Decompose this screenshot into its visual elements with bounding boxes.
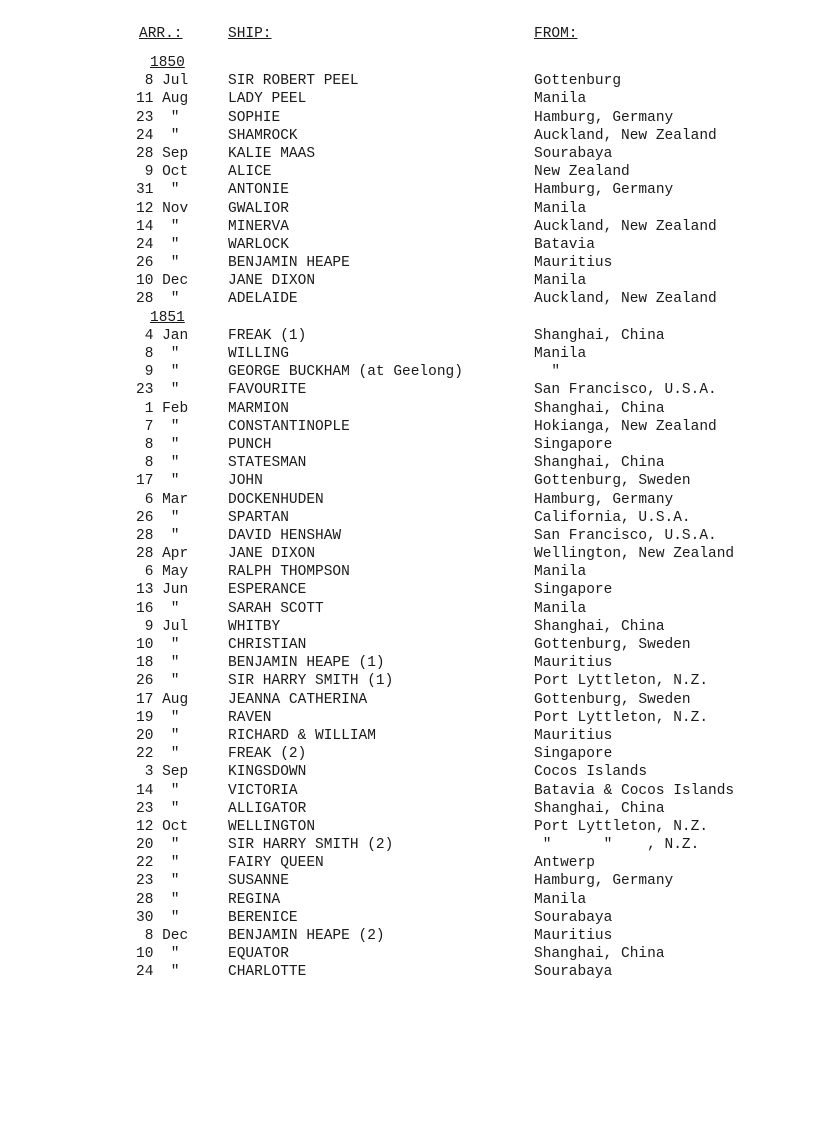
ship-name: BENJAMIN HEAPE (2) <box>228 928 385 944</box>
arrival-date: 9 Oct <box>136 164 189 181</box>
ship-name: CHARLOTTE <box>228 964 307 981</box>
ship-name: WELLINGTON <box>228 818 316 835</box>
arrival-row <box>0 90 816 108</box>
origin-port: Singapore <box>534 746 613 763</box>
ship-name: RICHARD & WILLIAM <box>228 727 376 744</box>
origin-port: Hamburg, Germany <box>534 182 674 199</box>
arrival-date: 12 Nov <box>136 200 189 217</box>
arrival-row <box>0 854 816 872</box>
arrival-date: 20 " <box>136 727 180 744</box>
arrivals-list <box>0 54 816 982</box>
origin-port: Antwerp <box>534 855 595 872</box>
arrival-date: 9 " <box>136 364 180 381</box>
arrival-row <box>0 945 816 963</box>
origin-port: Shanghai, China <box>534 327 665 344</box>
origin-port: Gottenburg, Sweden <box>534 691 691 708</box>
arrival-date: 11 Aug <box>136 91 189 108</box>
arrival-row <box>0 345 816 363</box>
arrival-date: 13 Jun <box>136 582 189 599</box>
arrival-date: 14 " <box>136 218 180 235</box>
ship-name: CONSTANTINOPLE <box>228 418 350 435</box>
arrival-date: 24 " <box>136 236 180 253</box>
origin-port: Auckland, New Zealand <box>534 291 717 308</box>
ship-name: WHITBY <box>228 618 281 635</box>
arrival-row <box>0 618 816 636</box>
arrival-row <box>0 818 816 836</box>
ship-name: SARAH SCOTT <box>228 600 324 617</box>
arrival-date: 26 " <box>136 673 180 690</box>
arrival-row <box>0 672 816 690</box>
arrival-row <box>0 472 816 490</box>
arrival-date: 8 " <box>136 455 180 472</box>
ship-name: VICTORIA <box>228 782 298 799</box>
arrival-row <box>0 145 816 163</box>
origin-port: Sourabaya <box>534 145 613 162</box>
origin-port: Batavia <box>534 236 595 253</box>
origin-port: Mauritius <box>534 928 613 944</box>
arrival-date: 17 Aug <box>136 691 189 708</box>
origin-port: Shanghai, China <box>534 800 665 817</box>
origin-port: Hamburg, Germany <box>534 109 674 126</box>
arrival-row <box>0 909 816 927</box>
arrival-row <box>0 272 816 290</box>
ship-name: GEORGE BUCKHAM (at Geelong) <box>228 364 463 381</box>
header-arr: ARR.: <box>139 26 183 42</box>
ship-name: ALLIGATOR <box>228 800 307 817</box>
arrival-date: 31 " <box>136 182 180 199</box>
arrival-row <box>0 800 816 818</box>
header-from: FROM: <box>534 26 578 42</box>
arrival-row <box>0 782 816 800</box>
arrival-row <box>0 745 816 763</box>
ship-name: REGINA <box>228 891 281 908</box>
ship-name: LADY PEEL <box>228 91 307 108</box>
arrival-row <box>0 127 816 145</box>
arrival-row <box>0 327 816 345</box>
arrival-date: 14 " <box>136 782 180 799</box>
arrival-row <box>0 436 816 454</box>
origin-port: New Zealand <box>534 164 630 181</box>
arrival-row <box>0 636 816 654</box>
arrival-date: 6 Mar <box>136 491 189 508</box>
arrival-row <box>0 290 816 308</box>
ship-name: WILLING <box>228 346 289 362</box>
arrival-date: 1 Feb <box>136 400 189 417</box>
origin-port: Gottenburg, Sweden <box>534 473 691 490</box>
origin-port: Hokianga, New Zealand <box>534 418 717 435</box>
ship-name: SHAMROCK <box>228 127 298 144</box>
origin-port: Singapore <box>534 436 613 453</box>
arrival-date: 4 Jan <box>136 327 189 344</box>
origin-port: Singapore <box>534 582 613 599</box>
ship-name: JANE DIXON <box>228 546 316 563</box>
ship-name: FAVOURITE <box>228 382 307 399</box>
year-heading-row <box>0 309 816 327</box>
origin-port: " " , N.Z. <box>534 837 700 854</box>
ship-name: ADELAIDE <box>228 291 298 308</box>
arrival-date: 28 " <box>136 891 180 908</box>
arrival-date: 23 " <box>136 382 180 399</box>
arrival-date: 8 Jul <box>136 73 189 90</box>
origin-port: Manila <box>534 91 587 108</box>
arrival-date: 19 " <box>136 709 180 726</box>
arrival-date: 23 " <box>136 109 180 126</box>
arrival-date: 22 " <box>136 746 180 763</box>
ship-name: SUSANNE <box>228 873 289 890</box>
arrival-date: 22 " <box>136 855 180 872</box>
arrival-row <box>0 836 816 854</box>
arrival-date: 16 " <box>136 600 180 617</box>
origin-port: Wellington, New Zealand <box>534 546 735 563</box>
year-heading-row <box>0 54 816 72</box>
arrival-date: 8 Dec <box>136 928 189 944</box>
arrival-row <box>0 891 816 909</box>
arrival-date: 9 Jul <box>136 618 189 635</box>
arrival-date: 3 Sep <box>136 764 189 781</box>
arrival-date: 28 " <box>136 291 180 308</box>
origin-port: Port Lyttleton, N.Z. <box>534 673 709 690</box>
origin-port: San Francisco, U.S.A. <box>534 527 717 544</box>
origin-port: Shanghai, China <box>534 618 665 635</box>
origin-port: Manila <box>534 564 587 581</box>
ship-name: SOPHIE <box>228 109 281 126</box>
arrival-row <box>0 381 816 399</box>
arrival-date: 18 " <box>136 655 180 672</box>
arrival-row <box>0 454 816 472</box>
table-header <box>0 26 816 46</box>
arrival-row <box>0 109 816 127</box>
ship-name: DOCKENHUDEN <box>228 491 324 508</box>
origin-port: Batavia & Cocos Islands <box>534 782 735 799</box>
ship-name: STATESMAN <box>228 455 307 472</box>
arrival-row <box>0 509 816 527</box>
arrival-row <box>0 200 816 218</box>
origin-port: Auckland, New Zealand <box>534 218 717 235</box>
origin-port: San Francisco, U.S.A. <box>534 382 717 399</box>
arrival-row <box>0 545 816 563</box>
origin-port: California, U.S.A. <box>534 509 691 526</box>
ship-name: ALICE <box>228 164 272 181</box>
arrival-date: 24 " <box>136 964 180 981</box>
year-heading: 1850 <box>150 55 185 71</box>
ship-name: KALIE MAAS <box>228 145 316 162</box>
origin-port: Mauritius <box>534 655 613 672</box>
origin-port: Sourabaya <box>534 964 613 981</box>
ship-name: SIR HARRY SMITH (2) <box>228 837 394 854</box>
arrival-row <box>0 963 816 981</box>
ship-name: FREAK (2) <box>228 746 307 763</box>
ship-name: SIR ROBERT PEEL <box>228 73 359 90</box>
arrival-date: 24 " <box>136 127 180 144</box>
ship-name: GWALIOR <box>228 200 289 217</box>
origin-port: Port Lyttleton, N.Z. <box>534 709 709 726</box>
arrival-date: 23 " <box>136 800 180 817</box>
ship-name: JANE DIXON <box>228 273 316 290</box>
arrival-row <box>0 254 816 272</box>
arrival-date: 28 " <box>136 527 180 544</box>
ship-name: ESPERANCE <box>228 582 307 599</box>
arrival-row <box>0 763 816 781</box>
arrival-date: 30 " <box>136 909 180 926</box>
ship-name: FAIRY QUEEN <box>228 855 324 872</box>
arrival-row <box>0 709 816 727</box>
ship-name: BERENICE <box>228 909 298 926</box>
ship-name: PUNCH <box>228 436 272 453</box>
ship-name: RAVEN <box>228 709 272 726</box>
origin-port: Mauritius <box>534 727 613 744</box>
arrival-row <box>0 654 816 672</box>
ship-name: JEANNA CATHERINA <box>228 691 368 708</box>
ship-name: BENJAMIN HEAPE (1) <box>228 655 385 672</box>
arrival-date: 28 Apr <box>136 546 189 563</box>
origin-port: Gottenburg <box>534 73 622 90</box>
ship-name: WARLOCK <box>228 236 289 253</box>
arrival-row <box>0 236 816 254</box>
arrival-row <box>0 563 816 581</box>
origin-port: Auckland, New Zealand <box>534 127 717 144</box>
origin-port: Manila <box>534 600 587 617</box>
ship-name: MARMION <box>228 400 289 417</box>
ship-name: JOHN <box>228 473 263 490</box>
arrival-row <box>0 72 816 90</box>
arrival-row <box>0 400 816 418</box>
ship-name: SPARTAN <box>228 509 289 526</box>
origin-port: Port Lyttleton, N.Z. <box>534 818 709 835</box>
origin-port: Manila <box>534 200 587 217</box>
origin-port: Manila <box>534 273 587 290</box>
ship-name: DAVID HENSHAW <box>228 527 342 544</box>
arrival-row <box>0 218 816 236</box>
origin-port: Shanghai, China <box>534 400 665 417</box>
arrival-row <box>0 927 816 945</box>
origin-port: Manila <box>534 346 587 362</box>
arrival-date: 26 " <box>136 255 180 272</box>
arrival-row <box>0 527 816 545</box>
origin-port: " <box>534 364 561 381</box>
arrival-date: 20 " <box>136 837 180 854</box>
arrival-date: 12 Oct <box>136 818 189 835</box>
origin-port: Hamburg, Germany <box>534 491 674 508</box>
origin-port: Hamburg, Germany <box>534 873 674 890</box>
arrival-row <box>0 163 816 181</box>
ship-name: KINGSDOWN <box>228 764 307 781</box>
arrival-date: 10 " <box>136 946 180 963</box>
ship-name: SIR HARRY SMITH (1) <box>228 673 394 690</box>
ship-name: RALPH THOMPSON <box>228 564 350 581</box>
header-ship: SHIP: <box>228 26 272 42</box>
arrival-row <box>0 691 816 709</box>
arrival-date: 28 Sep <box>136 145 189 162</box>
arrival-row <box>0 181 816 199</box>
origin-port: Sourabaya <box>534 909 613 926</box>
arrival-date: 7 " <box>136 418 180 435</box>
ship-name: EQUATOR <box>228 946 289 963</box>
arrival-date: 8 " <box>136 436 180 453</box>
ship-name: FREAK (1) <box>228 327 307 344</box>
arrival-row <box>0 600 816 618</box>
ship-name: CHRISTIAN <box>228 637 307 653</box>
arrival-date: 10 Dec <box>136 273 189 290</box>
ship-name: ANTONIE <box>228 182 289 199</box>
year-heading: 1851 <box>150 309 185 326</box>
origin-port: Manila <box>534 891 587 908</box>
arrival-date: 17 " <box>136 473 180 490</box>
arrival-row <box>0 581 816 599</box>
origin-port: Shanghai, China <box>534 946 665 963</box>
ship-name: MINERVA <box>228 218 289 235</box>
arrival-row <box>0 491 816 509</box>
ship-name: BENJAMIN HEAPE <box>228 255 350 272</box>
origin-port: Mauritius <box>534 255 613 272</box>
arrival-date: 6 May <box>136 564 189 581</box>
arrival-row <box>0 418 816 436</box>
arrival-row <box>0 363 816 381</box>
origin-port: Cocos Islands <box>534 764 648 781</box>
origin-port: Gottenburg, Sweden <box>534 637 691 653</box>
arrival-row <box>0 727 816 745</box>
arrival-date: 23 " <box>136 873 180 890</box>
arrival-date: 8 " <box>136 346 180 362</box>
arrival-row <box>0 872 816 890</box>
origin-port: Shanghai, China <box>534 455 665 472</box>
arrival-date: 10 " <box>136 637 180 653</box>
arrival-date: 26 " <box>136 509 180 526</box>
